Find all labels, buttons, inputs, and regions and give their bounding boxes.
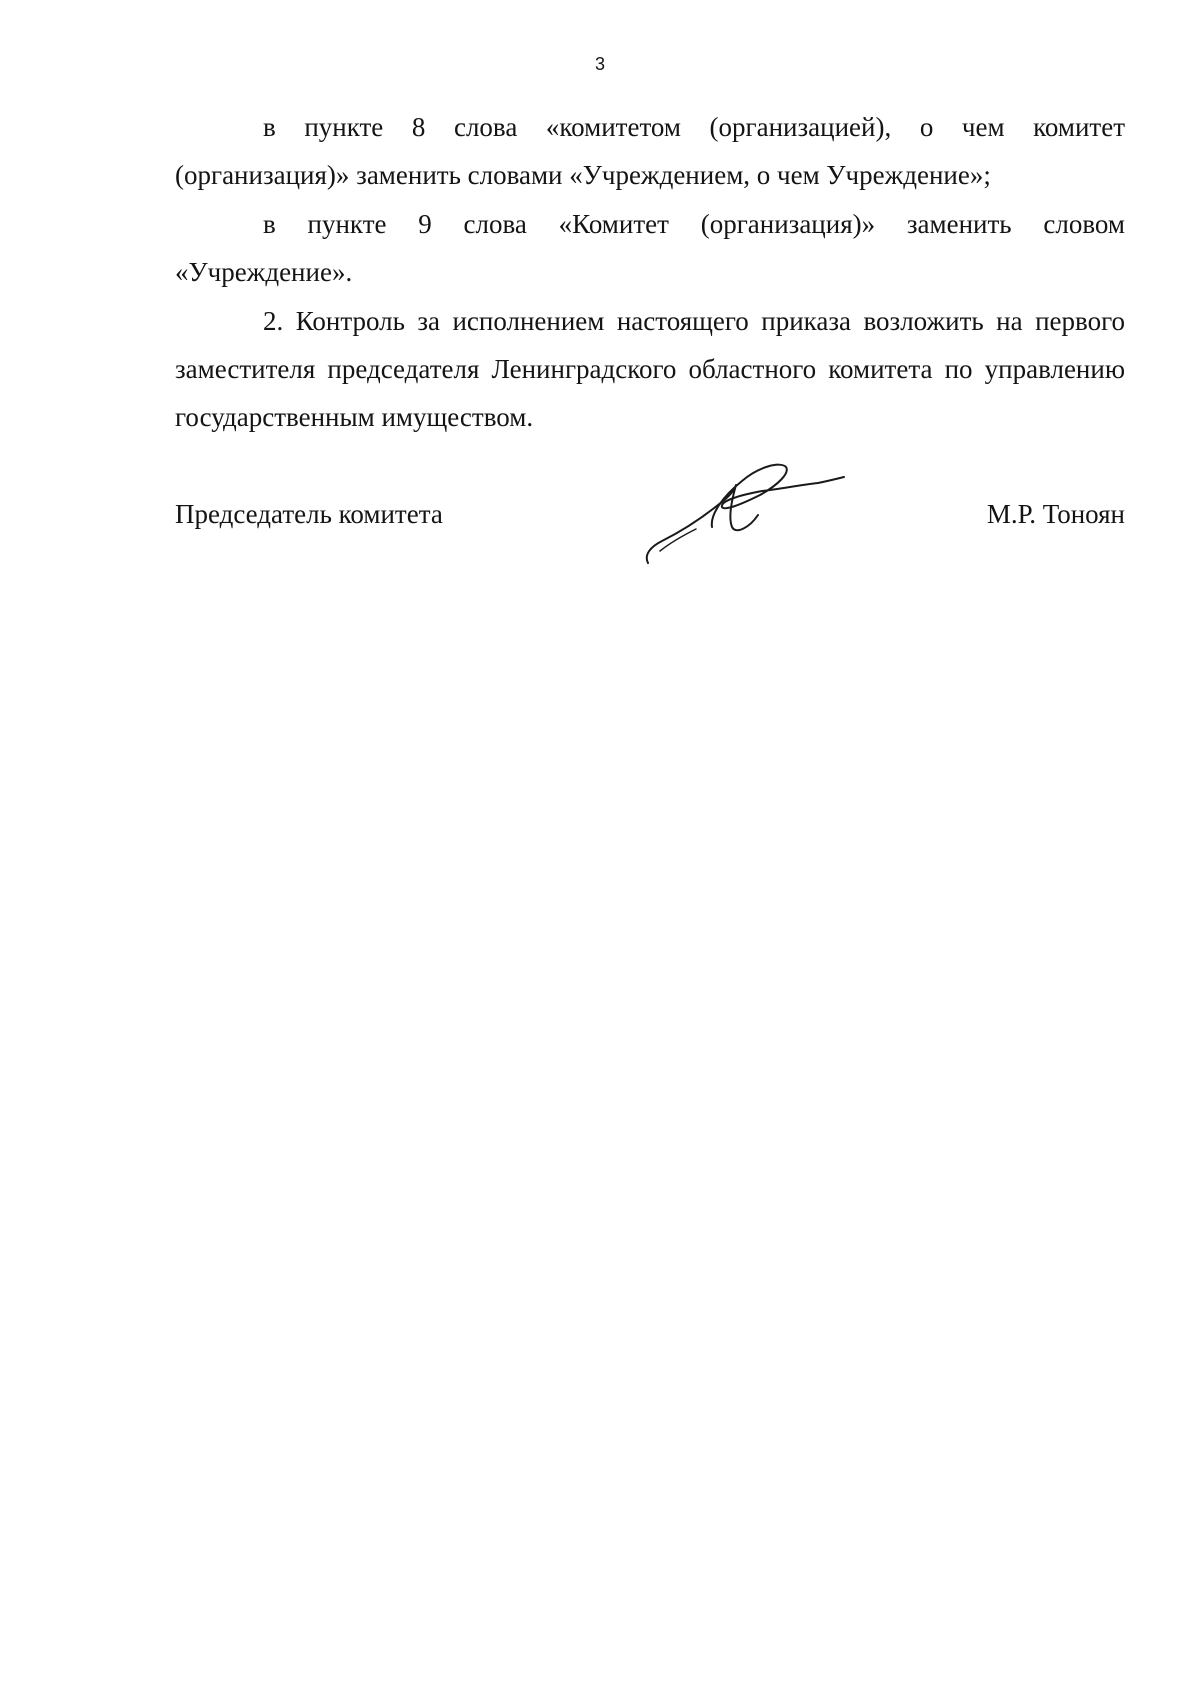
paragraph-item-9-amendment: в пункте 9 слова «Комитет (организация)» заменить словом «Учреждение». <box>175 208 1125 288</box>
paragraph-control-clause: 2. Контроль за исполнением настоящего приказа возложить на первого заместителя председателя Ленинградского областного комитета по управлению государственным имуществом. <box>175 305 1125 433</box>
signer-title: Председатель комитета <box>175 499 443 529</box>
paragraph-item-8-amendment: в пункте 8 слова «комитетом (организацией), о чем комитет (организация)» заменить словами «Учреждением, о чем Учреждение»; <box>175 112 1125 191</box>
page-number: 3 <box>594 54 605 74</box>
handwritten-signature-icon <box>640 455 855 570</box>
document-body <box>175 103 1125 442</box>
signer-name: М.Р. Тоноян <box>986 499 1125 529</box>
